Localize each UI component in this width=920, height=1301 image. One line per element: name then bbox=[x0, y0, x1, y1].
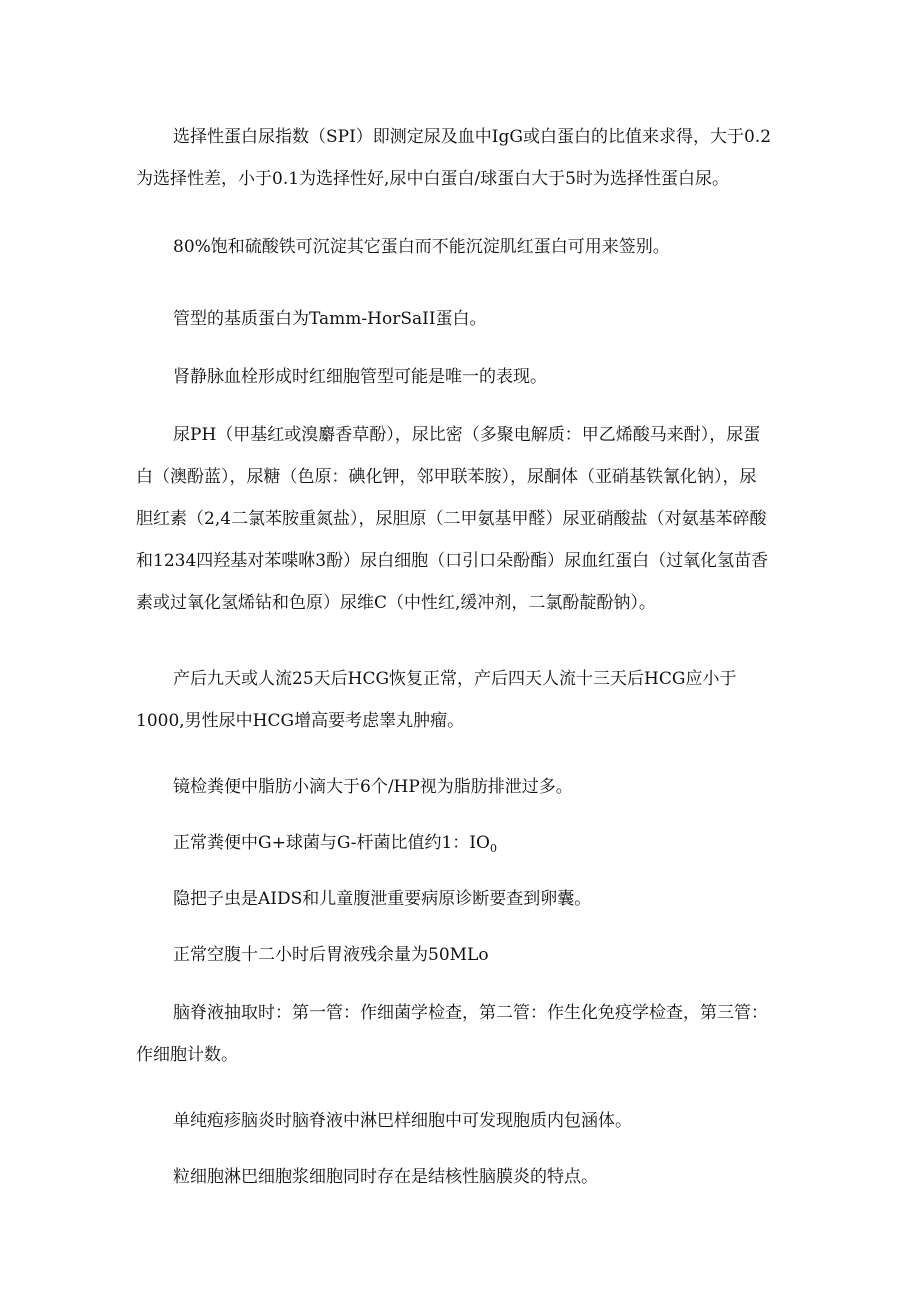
text-line: 正常空腹十二小时后胃液残余量为50MLo bbox=[173, 945, 489, 965]
text-line: 胆红素（2,4二氯苯胺重氮盐），尿胆原（二甲氨基甲醛）尿亚硝酸盐（对氨基苯碎酸 bbox=[136, 509, 767, 529]
paragraph-gastric-residual bbox=[136, 934, 786, 976]
text-line: 80%饱和硫酸铁可沉淀其它蛋白而不能沉淀肌红蛋白可用来签别。 bbox=[173, 237, 670, 257]
text-line: 1000,男性尿中HCG增高要考虑睾丸肿瘤。 bbox=[136, 711, 465, 731]
text-line: 白（澳酚蓝），尿糖（色原：碘化钾，邻甲联苯胺），尿酮体（亚硝基铁氰化钠），尿 bbox=[136, 467, 757, 487]
text-line: 尿PH（甲基红或溴麝香草酚），尿比密（多聚电解质：甲乙烯酸马来酎），尿蛋 bbox=[173, 425, 761, 445]
text-line: 作细胞计数。 bbox=[136, 1045, 238, 1065]
paragraph-tb-meningitis bbox=[136, 1156, 786, 1198]
text-line: 管型的基质蛋白为Tamm-HorSaII蛋白。 bbox=[173, 309, 487, 329]
paragraph-fat-droplets bbox=[136, 766, 786, 808]
text-line: 素或过氧化氢烯钻和色原）尿维C（中性红,缓冲剂，二氯酚靛酚钠）。 bbox=[136, 593, 656, 613]
paragraph-tamm-horsfall bbox=[136, 298, 786, 340]
text-line: 产后九天或人流25天后HCG恢复正常，产后四天人流十三天后HCG应小于 bbox=[173, 669, 737, 689]
text-line: 为选择性差，小于0.1为选择性好,尿中白蛋白/球蛋白大于5时为选择性蛋白尿。 bbox=[136, 169, 729, 189]
paragraph-ammonium-sulfate bbox=[136, 226, 786, 268]
paragraph-hcg bbox=[136, 658, 786, 742]
text-line: 和1234四羟基对苯喋咻3酚）尿白细胞（口引口朵酚酯）尿血红蛋白（过氧化氢苗香 bbox=[136, 551, 769, 571]
text-line-with-subscript bbox=[136, 822, 786, 870]
paragraph-spi bbox=[136, 116, 786, 200]
text-line: 正常粪便中G+球菌与G-杆菌比值约1：IO bbox=[173, 833, 490, 853]
paragraph-gram-ratio bbox=[136, 822, 786, 870]
text-line: 镜检粪便中脂肪小滴大于6个/HP视为脂肪排泄过多。 bbox=[173, 777, 573, 797]
paragraph-cryptosporidium bbox=[136, 878, 786, 920]
text-line: 肾静脉血栓形成时红细胞管型可能是唯一的表现。 bbox=[173, 367, 547, 387]
text-line: 隐把子虫是AIDS和儿童腹泄重要病原诊断要查到卵囊。 bbox=[173, 889, 592, 909]
subscript: 0 bbox=[489, 842, 497, 855]
paragraph-urine-strip bbox=[136, 414, 786, 624]
text-line: 单纯疱疹脑炎时脑脊液中淋巴样细胞中可发现胞质内包涵体。 bbox=[173, 1111, 632, 1131]
paragraph-csf-tubes bbox=[136, 992, 786, 1076]
text-line: 粒细胞淋巴细胞浆细胞同时存在是结核性脑膜炎的特点。 bbox=[173, 1167, 598, 1187]
paragraph-renal-vein bbox=[136, 356, 786, 398]
text-line: 脑脊液抽取时：第一管：作细菌学检查，第二管：作生化免疫学检查，第三管： bbox=[173, 1003, 768, 1023]
text-line: 选择性蛋白尿指数（SPI）即测定尿及血中IgG或白蛋白的比值来求得，大于0.2 bbox=[173, 127, 772, 147]
paragraph-herpes-encephalitis bbox=[136, 1100, 786, 1142]
